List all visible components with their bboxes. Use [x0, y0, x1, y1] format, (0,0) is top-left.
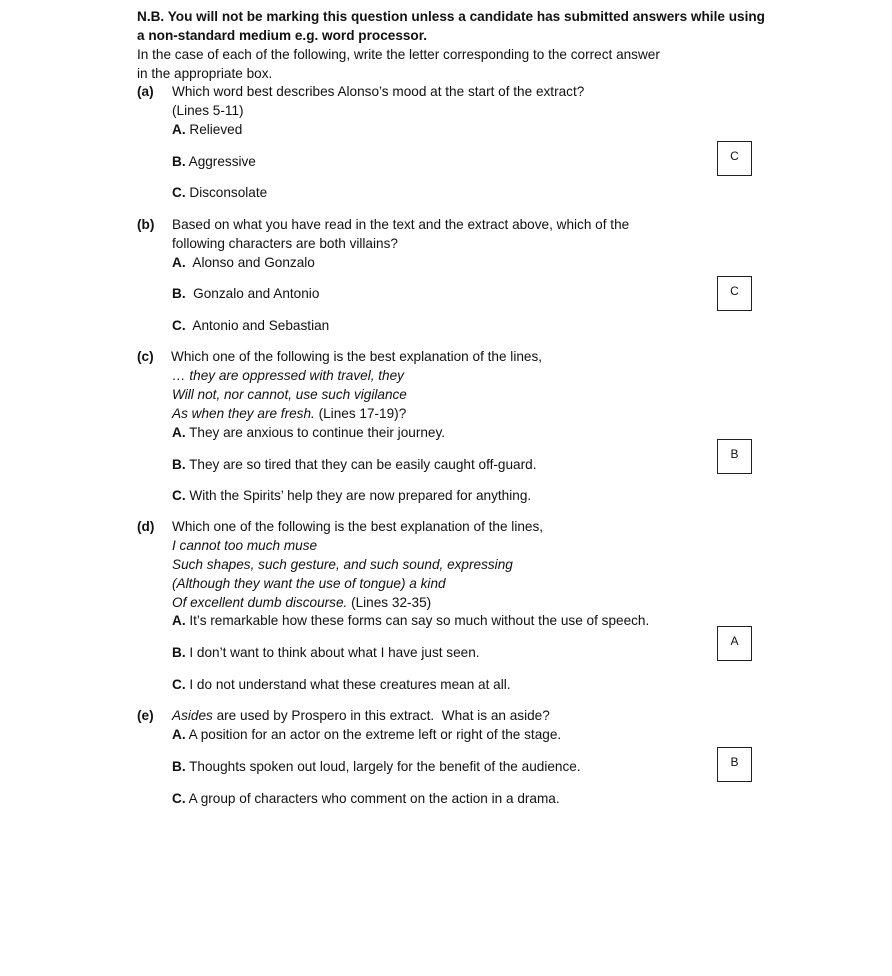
question-number-b: (b) [137, 217, 155, 232]
question-b-option-a: A. Alonso and Gonzalo [172, 255, 315, 270]
question-a-option-a: A. Relieved [172, 122, 243, 137]
nb-note-line1: N.B. You will not be marking this question unless a candidate has submitted answers while using [137, 9, 765, 24]
question-c-quote-line3: As when they are fresh. (Lines 17-19)? [172, 406, 407, 421]
question-d-quote-line4: Of excellent dumb discourse. (Lines 32-35) [172, 595, 432, 610]
question-e-stem: Asides are used by Prospero in this extract. What is an aside? [172, 708, 550, 723]
question-e-option-c: C. A group of characters who comment on the action in a drama. [172, 791, 560, 806]
question-b-option-c: C. Antonio and Sebastian [172, 318, 330, 333]
answer-box-a[interactable]: C [717, 141, 752, 176]
question-d-quote-line2: Such shapes, such gesture, and such sound, expressing [172, 557, 513, 572]
question-c-option-a: A. They are anxious to continue their journey. [172, 425, 446, 440]
answer-box-e[interactable]: B [717, 747, 752, 782]
question-b-stem-line1: Based on what you have read in the text and the extract above, which of the [172, 217, 630, 232]
question-b-stem-line2: following characters are both villains? [172, 236, 398, 251]
question-a-option-c: C. Disconsolate [172, 185, 268, 200]
question-d-option-c: C. I do not understand what these creatures mean at all. [172, 677, 511, 692]
question-c-quote-line1: … they are oppressed with travel, they [172, 368, 404, 383]
question-e-option-a: A. A position for an actor on the extreme left or right of the stage. [172, 727, 562, 742]
question-d-quote-line3: (Although they want the use of tongue) a kind [172, 576, 446, 591]
question-number-e: (e) [137, 708, 154, 723]
question-a-option-b: B. Aggressive [172, 154, 256, 169]
answer-box-d[interactable]: A [717, 626, 752, 661]
question-d-quote-line1: I cannot too much muse [172, 538, 318, 553]
nb-note-line2: a non-standard medium e.g. word processor. [137, 28, 428, 43]
answer-box-c[interactable]: B [717, 439, 752, 474]
question-c-quote-line2: Will not, nor cannot, use such vigilance [172, 387, 407, 402]
question-e-option-b: B. Thoughts spoken out loud, largely for the benefit of the audience. [172, 759, 581, 774]
question-b-option-b: B. Gonzalo and Antonio [172, 286, 320, 301]
question-c-option-b: B. They are so tired that they can be easily caught off-guard. [172, 457, 537, 472]
question-a-line-ref: (Lines 5-11) [172, 103, 244, 118]
question-number-c: (c) [137, 349, 154, 364]
answer-box-b[interactable]: C [717, 276, 752, 311]
instructions-line1: In the case of each of the following, write the letter corresponding to the correct answer [137, 47, 660, 62]
instructions-line2: in the appropriate box. [137, 66, 273, 81]
question-a-stem: Which word best describes Alonso’s mood at the start of the extract? [172, 84, 585, 99]
question-c-stem: Which one of the following is the best explanation of the lines, [171, 349, 543, 364]
question-number-d: (d) [137, 519, 155, 534]
question-number-a: (a) [137, 84, 154, 99]
question-d-option-a: A. It’s remarkable how these forms can say so much without the use of speech. [172, 613, 650, 628]
question-d-option-b: B. I don’t want to think about what I have just seen. [172, 645, 480, 660]
question-c-option-c: C. With the Spirits’ help they are now prepared for anything. [172, 488, 532, 503]
question-d-stem: Which one of the following is the best explanation of the lines, [172, 519, 544, 534]
